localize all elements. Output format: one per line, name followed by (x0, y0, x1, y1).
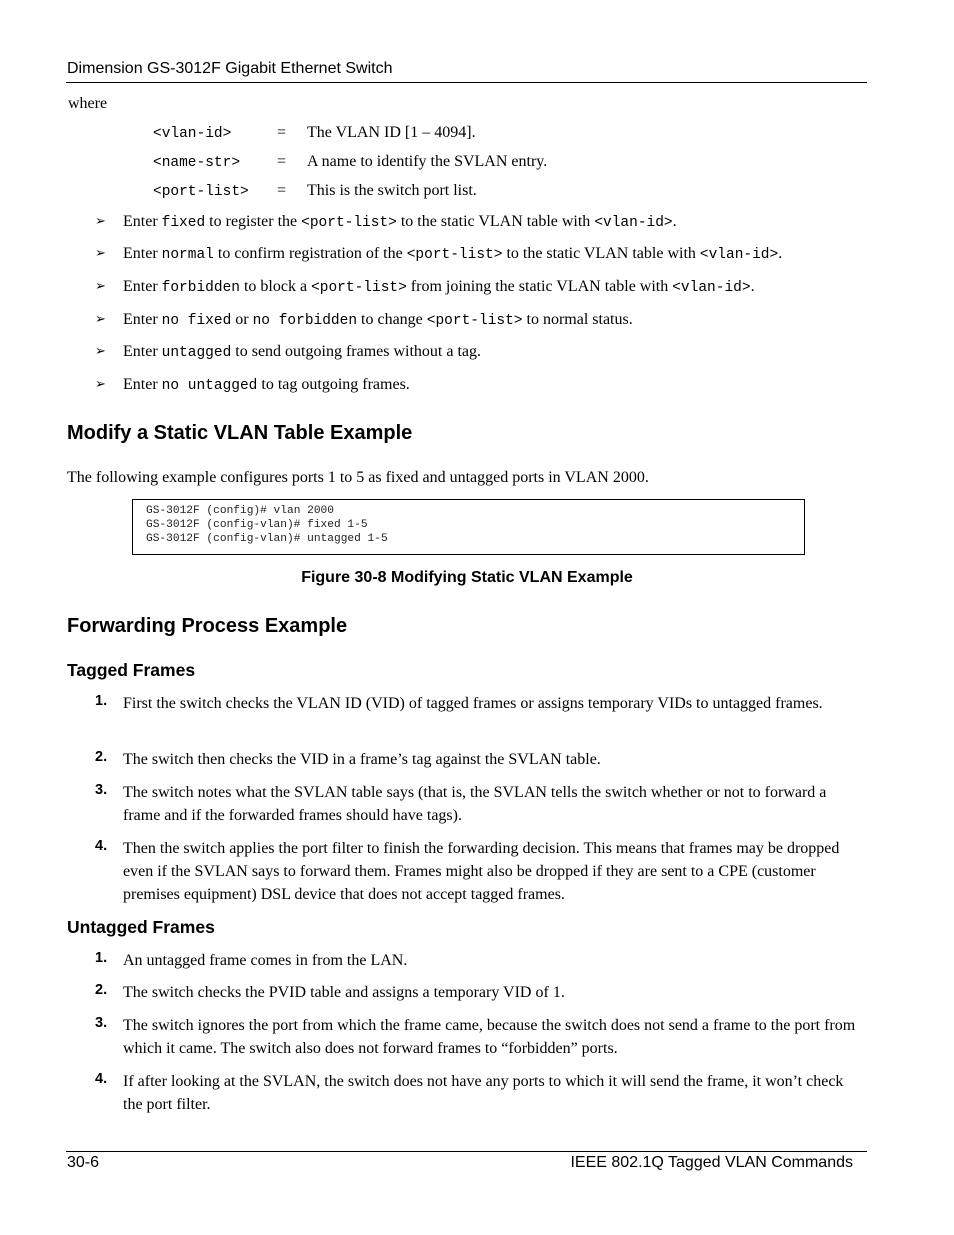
code-line: GS-3012F (config-vlan)# fixed 1-5 (146, 519, 368, 531)
arrowhead-bullet-icon: ➢ (95, 312, 106, 327)
code-example-box (132, 499, 805, 555)
definition-equals: = (277, 124, 287, 141)
step-number: 4. (95, 838, 108, 854)
step-text: The switch ignores the port from which the frame came, because the switch does not send a frame to the port from which it came. The switch also does not forward frames to “forbidden” ports. (123, 1017, 856, 1057)
step-text: The switch then checks the VID in a frame’s tag against the SVLAN table. (123, 751, 601, 768)
code-line: GS-3012F (config-vlan)# untagged 1-5 (146, 533, 388, 545)
example-intro-paragraph: The following example configures ports 1 to 5 as fixed and untagged ports in VLAN 2000. (67, 469, 649, 486)
bullet-text: Enter fixed to register the <port-list> to the static VLAN table with <vlan-id>. (123, 213, 677, 231)
step-text: If after looking at the SVLAN, the switch does not have any ports to which it will send the frame, it won’t check the port filter. (123, 1073, 844, 1113)
definition-equals: = (277, 153, 287, 170)
definition-term: <name-str> (153, 155, 241, 171)
step-number: 3. (95, 782, 108, 798)
step-number: 1. (95, 950, 108, 966)
step-text: First the switch checks the VLAN ID (VID) of tagged frames or assigns temporary VIDs to untagged frames. (123, 695, 823, 712)
step-text: The switch notes what the SVLAN table says (that is, the SVLAN tells the switch whether or not to forward a frame and if the forwarded frames should have tags). (123, 784, 827, 824)
step-number: 3. (95, 1015, 108, 1031)
bullet-text: Enter normal to confirm registration of the <port-list> to the static VLAN table with <vlan-id>. (123, 245, 783, 263)
arrowhead-bullet-icon: ➢ (95, 214, 106, 229)
header-divider (66, 82, 867, 83)
where-label: where (68, 95, 108, 112)
section-heading-modify: Modify a Static VLAN Table Example (67, 422, 413, 444)
definition-term: <port-list> (153, 184, 249, 200)
step-text: The switch checks the PVID table and assigns a temporary VID of 1. (123, 984, 565, 1001)
subheading-tagged-frames: Tagged Frames (67, 660, 196, 680)
section-heading-forwarding: Forwarding Process Example (67, 615, 348, 637)
arrowhead-bullet-icon: ➢ (95, 246, 106, 261)
step-number: 1. (95, 693, 108, 709)
arrowhead-bullet-icon: ➢ (95, 377, 106, 392)
footer-divider (66, 1151, 867, 1152)
step-text: Then the switch applies the port filter to finish the forwarding decision. This means that frames may be dropped even if the SVLAN says to forward them. Frames might also be dropped if they are sent to a CPE (customer premises equipment) DSL device that does not accept tagged frames. (123, 840, 840, 903)
arrowhead-bullet-icon: ➢ (95, 344, 106, 359)
bullet-text: Enter forbidden to block a <port-list> from joining the static VLAN table with <vlan-id>. (123, 278, 755, 296)
page-number: 30-6 (67, 1154, 100, 1171)
bullet-text: Enter no untagged to tag outgoing frames. (123, 376, 410, 394)
step-number: 2. (95, 749, 108, 765)
step-text: An untagged frame comes in from the LAN. (123, 952, 408, 969)
figure-caption: Figure 30-8 Modifying Static VLAN Example (301, 569, 633, 586)
step-number: 4. (95, 1071, 108, 1087)
definition-description: This is the switch port list. (307, 182, 477, 199)
definition-equals: = (277, 182, 287, 199)
code-line: GS-3012F (config)# vlan 2000 (146, 505, 334, 517)
arrowhead-bullet-icon: ➢ (95, 279, 106, 294)
definition-description: A name to identify the SVLAN entry. (307, 153, 548, 170)
definition-term: <vlan-id> (153, 126, 232, 142)
bullet-text: Enter untagged to send outgoing frames without a tag. (123, 343, 482, 361)
definition-description: The VLAN ID [1 – 4094]. (307, 124, 476, 141)
step-number: 2. (95, 982, 108, 998)
bullet-text: Enter no fixed or no forbidden to change <port-list> to normal status. (123, 311, 633, 329)
running-header-title: Dimension GS-3012F Gigabit Ethernet Switch (67, 60, 393, 77)
chapter-title: IEEE 802.1Q Tagged VLAN Commands (570, 1154, 853, 1171)
subheading-untagged-frames: Untagged Frames (67, 917, 215, 937)
